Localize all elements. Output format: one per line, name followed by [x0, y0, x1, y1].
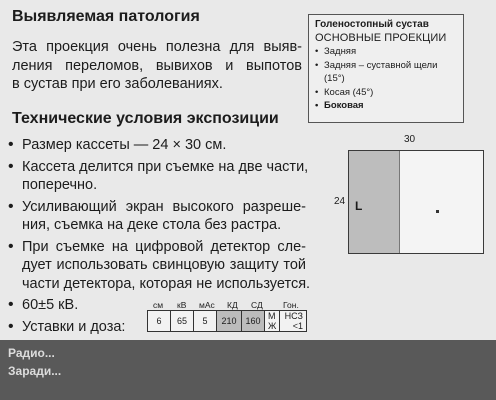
table-cell: 5 — [193, 310, 217, 332]
table-cell: 210 — [216, 310, 242, 332]
list-item: • При съемке на цифровой детектор сле- дует использовать свинцовую защиту той части детектора, которая не используется. — [8, 237, 311, 292]
list-item: • Кассета делится при съемке на две части, поперечно. — [8, 157, 309, 193]
projection-item-current: • Боковая — [315, 99, 457, 113]
cassette-width-label: 30 — [404, 134, 416, 145]
cassette-height-label: 24 — [334, 196, 346, 207]
bottom-text: Заради... — [8, 364, 62, 378]
projection-item: • Задняя — [315, 45, 457, 59]
info-box-title: Голеностопный сустав — [315, 19, 429, 30]
gonad-sex-cell: М Ж — [264, 310, 280, 332]
projection-list — [315, 45, 457, 113]
paragraph-line: в сустав при его заболеваниях. — [12, 76, 223, 92]
projection-item: • Косая (45°) — [315, 86, 457, 100]
exposed-half — [349, 151, 400, 253]
projections-info-box — [308, 14, 464, 123]
section-heading-pathology: Выявляемая патология — [12, 8, 200, 25]
side-marker: L — [355, 199, 363, 213]
table-cell: 65 — [170, 310, 194, 332]
paragraph-line: Эта проекция очень полезна для выяв- — [12, 39, 302, 55]
projection-item: • Задняя – суставной щели (15°) — [315, 59, 457, 86]
table-header: Гон. — [283, 300, 299, 310]
central-ray-dot — [436, 210, 439, 213]
table-header: кВ — [177, 300, 187, 310]
table-cell: 6 — [147, 310, 171, 332]
paragraph-line: ления переломов, вывихов и выпотов — [12, 57, 302, 74]
list-item: • Размер кассеты — 24 × 30 см. — [8, 136, 227, 153]
table-header: мАс — [199, 300, 215, 310]
list-item: • Уставки и доза: — [8, 317, 126, 335]
bottom-text: Радио... — [8, 346, 55, 360]
cassette-diagram — [334, 134, 486, 256]
table-cell: 160 — [241, 310, 265, 332]
table-header: см — [153, 300, 164, 310]
section-heading-technical: Технические условия экспозиции — [12, 110, 279, 127]
pathology-paragraph — [12, 38, 302, 94]
list-item: • Усиливающий экран высокого разреше- ния, съемка на деке стола без растра. — [8, 197, 306, 233]
table-header: СД — [251, 300, 263, 310]
list-item: • 60±5 кВ. — [8, 296, 79, 313]
cassette-outline — [348, 150, 484, 254]
info-box-subtitle: ОСНОВНЫЕ ПРОЕКЦИИ — [315, 31, 447, 44]
table-header: КД — [227, 300, 238, 310]
bottom-band — [0, 340, 496, 400]
gonad-dose-cell: НСЗ <1 — [279, 310, 307, 332]
